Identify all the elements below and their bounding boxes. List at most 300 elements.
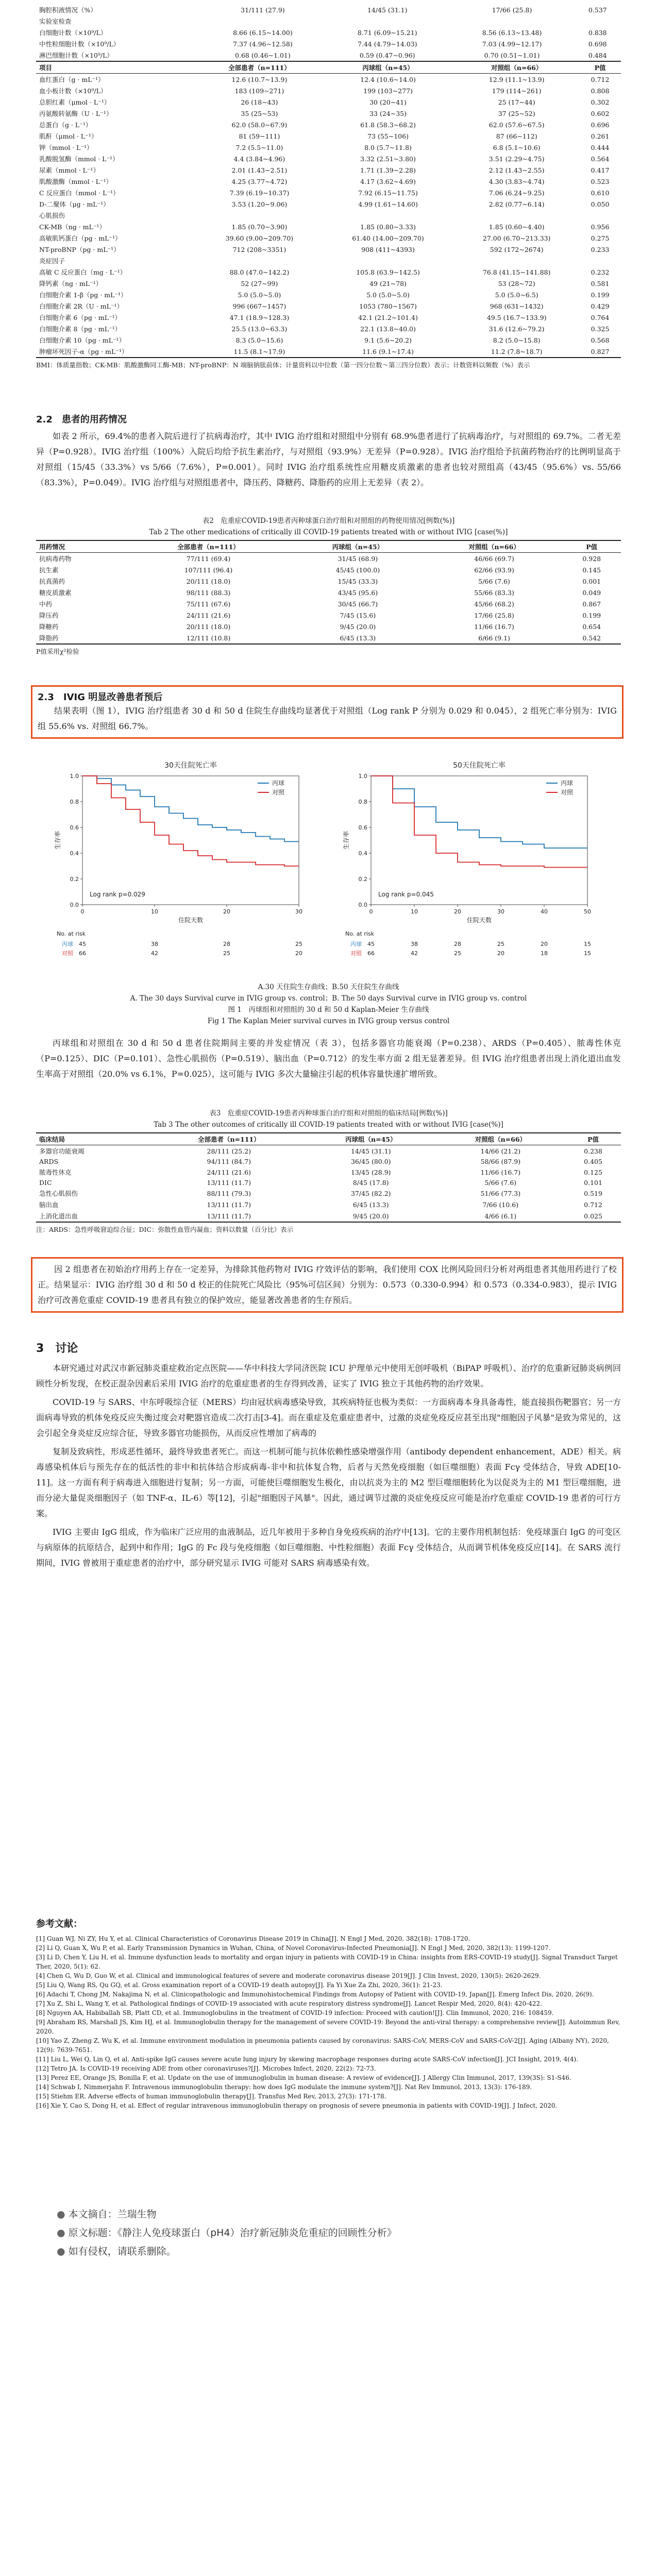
table-cell: 0.808 <box>591 87 610 95</box>
table-cell: 白细胞介素 6（pg · mL⁻¹） <box>39 314 122 321</box>
risk-count: 20 <box>295 950 302 957</box>
table-header-cell: 用药情况 <box>39 543 65 551</box>
table-cell: 0.564 <box>591 155 610 163</box>
table-cell: 7.37 (4.96~12.58) <box>233 40 293 48</box>
table-cell: 1.85 (0.70~3.90) <box>231 223 288 231</box>
table-cell: 73 (55~106) <box>367 132 409 140</box>
table-cell: 7/66 (10.6) <box>482 1200 519 1209</box>
risk-count: 45 <box>367 941 375 947</box>
table-cell: 94/111 (84.7) <box>207 1158 251 1165</box>
legend-label: 对照 <box>272 789 285 796</box>
table-cell: 8.66 (6.15~14.00) <box>233 28 293 37</box>
table-cell: 0.712 <box>591 75 610 83</box>
table-cell: 0.199 <box>591 291 610 299</box>
figure1-caption-en: Fig 1 The Kaplan Meier survival curves in IVIG group versus control <box>207 1017 450 1025</box>
table-cell: 5/66 (7.6) <box>484 1179 517 1187</box>
table-cell: 血红蛋白（g · mL⁻¹） <box>39 76 105 83</box>
reference-item: [3] Li D, Chen Y, Liu H, et al. Immune dysfunction leads to mortality and organ injury in patients with COVID-19 in China: insights from ERS-COVID-19 study[J]. Signal Transduct Target Ther, 2020, 5(1): 62. <box>36 1954 618 1970</box>
risk-count: 28 <box>223 941 230 947</box>
risk-count: 45 <box>79 941 86 947</box>
table-cell: 2.82 (0.77~6.14) <box>488 200 545 208</box>
table-cell: 0.125 <box>584 1168 602 1176</box>
table-cell: NT-proBNP（pg · mL⁻¹） <box>39 246 120 253</box>
section-3-paragraph: IVIG 主要由 IgG 组成，作为临床广泛应用的血液制品，近几年被用于多种自身免疫疾病的治疗中[13]。它的主要作用机制包括：免疫球蛋白 IgG 的可变区与病原体的抗原结合，起到中和作用；IgG 的 Fc 段与免疫细胞（如巨噬细胞、中性粒细胞）表面 Fcγ 受体结合，从而调节机体免疫反应[14]。在 SARS 流行期间，IVIG 曾被用于重症患者的治疗中，部分研究显示 IVIG 可能对 SARS 病毒感染有效。 <box>36 1527 621 1568</box>
section-2-3-highlight <box>31 685 624 739</box>
section-3-body <box>36 1361 621 1571</box>
reference-item: [12] Tetro JA. Is COVID-19 receiving ADE from other coronaviruses?[J]. Microbes Infect, 2020, 22(2): 72-73. <box>36 2065 376 2072</box>
table-cell: 0.001 <box>582 577 601 585</box>
table2 <box>36 540 621 645</box>
table-cell: 47.1 (18.9~128.3) <box>229 313 290 321</box>
y-tick-label: 0.2 <box>70 876 79 883</box>
table-row <box>36 587 621 598</box>
plot-frame <box>82 776 299 905</box>
table-cell: 0.050 <box>591 200 610 208</box>
x-tick-label: 20 <box>454 908 461 915</box>
table-cell: 0.928 <box>582 554 601 563</box>
table-row <box>36 85 621 96</box>
table-cell: 4.25 (3.77~4.72) <box>231 177 288 185</box>
table-cell: 105.8 (63.9~142.5) <box>356 268 420 276</box>
table-cell: 35 (25~53) <box>241 109 278 117</box>
table-cell: 0.696 <box>591 121 610 129</box>
table-cell: 43/45 (95.6) <box>338 588 378 597</box>
table-row <box>36 15 621 27</box>
table-cell: 多器官功能衰竭 <box>39 1147 85 1155</box>
table2-caption-cn: 表2 危重症COVID-19患者丙种球蛋白治疗组和对照组的药物使用情况[例数(%)] <box>202 517 455 525</box>
table-cell: 4.99 (1.61~14.60) <box>358 200 418 208</box>
reference-item: [6] Adachi T, Chong JM, Nakajima N, et al. Clinicopathologic and Immunohistochemical Findings from Autopsy of Patient with COVID-19, Japan[J]. Emerg Infect Dis, 2020, 26(9). <box>36 1991 594 1998</box>
table-cell <box>322 255 454 266</box>
table-cell: 9.1 (5.6~20.2) <box>364 336 412 344</box>
table-cell: 0.764 <box>591 313 610 321</box>
table3-caption-en: Tab 3 The other outcomes of critically ill COVID-19 patients treated with or without IVIG [case(%)] <box>154 1121 503 1129</box>
table-cell: 183 (109~271) <box>234 87 284 95</box>
table-row <box>36 232 621 244</box>
table-cell: 0.233 <box>591 245 610 253</box>
table-cell: 白细胞介素 1-β（pg · mL⁻¹） <box>39 291 127 299</box>
reference-item: [5] Liu Q, Wang RS, Qu GQ, et al. Gross examination report of a COVID-19 death autopsy[J]. Fa Yi Xue Za Zhi, 2020, 36(1): 21-23. <box>36 1981 443 1989</box>
table-cell: 14/66 (21.2) <box>480 1147 521 1155</box>
table-cell: 17/66 (25.8) <box>474 611 514 619</box>
table-cell: 淋巴细胞计数（×10⁹/L） <box>39 52 113 59</box>
x-tick-label: 0 <box>80 908 85 915</box>
risk-count: 25 <box>223 950 230 957</box>
table-cell: 0.417 <box>591 166 610 174</box>
table-row <box>36 266 621 278</box>
section-2-3-para2: 丙球组和对照组在 30 d 和 50 d 患者住院期间主要的并发症情况（表 3），包括多器官功能衰竭（P=0.238）、ARDS（P=0.405）、脓毒性休克（P=0.125）、DIC（P=0.101）、急性心肌损伤（P=0.519）、脑出血（P=0.712）的发生率方面 2 组无显著差异。但 IVIG 治疗组患者出现上消化道出血发生率高于对照组（20.0% vs 6.1%，P=0.025），这可能与 IVIG 多次大量输注引起的机体容量快速扩增所致。 <box>36 1038 621 1079</box>
table-row <box>36 210 621 221</box>
risk-count: 20 <box>541 941 548 947</box>
table-cell: 13/111 (11.7) <box>207 1179 251 1187</box>
x-axis-label: 住院天数 <box>178 917 204 924</box>
footer-text: 如有侵权，请联系删除。 <box>68 2246 176 2257</box>
table-cell: 0.025 <box>584 1212 602 1220</box>
table-cell: 13/111 (11.7) <box>207 1212 251 1220</box>
reference-item: [11] Liu L, Wei Q, Lin Q, et al. Anti-spike IgG causes severe acute lung injury by skewing macrophage responses during acute SARS-CoV infection[J]. JCI Insight, 2019, 4(4). <box>36 2056 579 2063</box>
table-row <box>36 1157 621 1166</box>
table-cell: 7.39 (6.19~10.37) <box>229 189 290 197</box>
table-cell: 高敏 C 反应蛋白（mg · L⁻¹） <box>39 268 127 276</box>
table-row <box>36 1188 621 1199</box>
table-cell: 0.602 <box>591 109 610 117</box>
table-header-cell: P值 <box>586 543 598 551</box>
table-cell: 31/45 (68.9) <box>338 554 378 563</box>
risk-row-label: 丙球 <box>350 941 362 947</box>
table-cell: 0.302 <box>591 98 610 106</box>
km-chart-50d-svg <box>340 757 608 974</box>
y-tick-label: 0.8 <box>358 799 367 805</box>
table-cell <box>454 255 579 266</box>
table-cell: 肿瘤坏死因子-α（pg · mL⁻¹） <box>39 348 128 355</box>
table-cell: 4/66 (6.1) <box>484 1212 517 1220</box>
y-tick-label: 0.0 <box>358 902 367 908</box>
risk-row-label: 丙球 <box>62 941 73 947</box>
table-cell: 0.568 <box>591 336 610 344</box>
table-cell: 13/111 (11.7) <box>207 1200 251 1209</box>
table-cell: 炎症因子 <box>39 257 65 265</box>
y-tick-label: 1.0 <box>70 773 79 779</box>
table-row <box>36 346 621 358</box>
table-cell: 0.238 <box>584 1147 602 1155</box>
table-cell: 45/66 (68.2) <box>474 600 514 608</box>
risk-count: 38 <box>411 941 418 947</box>
section-2-2 <box>36 412 621 490</box>
table-cell: 0.698 <box>588 40 607 48</box>
table-cell: 33 (24~35) <box>369 109 407 117</box>
table-row <box>36 255 621 266</box>
section-2-3-para: 结果表明（图 1），IVIG 治疗组患者 30 d 和 50 d 住院生存曲线均显著优于对照组（Log rank P 分别为 0.029 和 0.045），2 组死亡率分别为：IVIG 组 55.6% vs. 对照组 66.7%。 <box>38 706 617 731</box>
table-cell <box>450 15 575 27</box>
table-row <box>36 564 621 575</box>
table-cell: 31/111 (27.9) <box>241 6 285 14</box>
table-cell <box>322 210 454 221</box>
x-tick-label: 40 <box>541 908 548 915</box>
table-cell: 7.03 (4.99~12.17) <box>482 40 542 48</box>
table-cell: 28/111 (25.2) <box>207 1147 251 1155</box>
table-header-cell: 项目 <box>39 64 53 72</box>
x-tick-label: 50 <box>584 908 591 915</box>
table-cell: 尿素（mmol · L⁻¹） <box>39 166 100 174</box>
risk-count: 42 <box>411 950 418 957</box>
reference-item: [15] Stiehm ER. Adverse effects of human immunoglobulin therapy[J]. Transfus Med Rev, 2013, 27(3): 171-178. <box>36 2093 386 2100</box>
table-cell: 62.0 (57.6~67.5) <box>488 121 545 129</box>
table-cell: 49 (21~78) <box>369 279 407 287</box>
table-cell: 0.68 (0.46~1.01) <box>235 51 291 59</box>
table-cell: 25 (17~44) <box>498 98 535 106</box>
table2-caption-en: Tab 2 The other medications of critically ill COVID-19 patients treated with or without IVIG [case(%)] <box>149 528 508 536</box>
table-cell: 3.51 (2.29~4.75) <box>488 155 545 163</box>
table-cell: 3.53 (1.20~9.06) <box>231 200 288 208</box>
footer-item <box>57 2224 613 2242</box>
table-row <box>36 108 621 119</box>
table-cell: 11/66 (16.7) <box>480 1168 521 1176</box>
table-cell: 81 (59~111) <box>239 132 280 140</box>
table-cell: 8.0 (5.7~11.8) <box>364 143 412 151</box>
table-cell: 0.827 <box>591 347 610 355</box>
legend-label: 对照 <box>561 789 574 796</box>
table-cell: 45/45 (100.0) <box>335 566 380 574</box>
table-row <box>36 598 621 609</box>
y-tick-label: 0.0 <box>70 902 79 908</box>
x-tick-label: 10 <box>411 908 418 915</box>
figure1-caption-cn: 图 1 丙球组和对照组的 30 d 和 50 d Kaplan-Meier 生存曲线 <box>228 1006 429 1014</box>
risk-count: 20 <box>497 950 504 957</box>
table-cell: 62.0 (58.0~67.9) <box>231 121 288 129</box>
risk-count: 25 <box>295 941 302 947</box>
table-header-cell: 对照组（n=66） <box>491 64 543 72</box>
table-cell: 抗病毒药物 <box>39 555 72 563</box>
table-cell: 62/66 (93.9) <box>474 566 514 574</box>
table-cell: 0.232 <box>591 268 610 276</box>
reference-item: [1] Guan WJ, Ni ZY, Hu Y, et al. Clinical Characteristics of Coronavirus Disease 2019 in China[J]. N Engl J Med, 2020, 382(18): 1708-1720. <box>36 1935 470 1942</box>
legend-label: 丙球 <box>561 779 574 787</box>
table-row <box>36 142 621 153</box>
table-cell: 712 (208~3351) <box>232 245 287 253</box>
table-cell: 8.71 (6.09~15.21) <box>357 28 417 37</box>
table3-block <box>36 1108 621 1235</box>
table-cell: 14/45 (31.1) <box>350 1147 391 1155</box>
table-cell: 27.00 (6.70~213.33) <box>482 234 551 242</box>
chart-title: 30天住院死亡率 <box>164 761 217 770</box>
risk-count: 18 <box>541 950 548 957</box>
table-cell: 血小板计数（×10⁹/L） <box>39 87 107 95</box>
km-chart-30d-svg <box>52 757 319 974</box>
table-cell: 1.85 (0.60~4.40) <box>488 223 545 231</box>
source-footer <box>57 2205 613 2261</box>
table-row <box>36 621 621 632</box>
bullet-icon: ● <box>57 2227 69 2239</box>
table-cell: 5.0 (5.0~6.5) <box>495 291 538 299</box>
table-row <box>36 176 621 187</box>
table-cell: 中药 <box>39 600 53 608</box>
bullet-icon: ● <box>57 2209 69 2220</box>
table-cell: 总蛋白（g · L⁻¹） <box>39 121 92 129</box>
footer-list <box>57 2205 613 2261</box>
table-header-cell: P值 <box>587 1136 599 1143</box>
table-cell: 0.956 <box>591 223 610 231</box>
risk-table-title: No. at risk <box>57 930 86 937</box>
table-cell <box>454 210 579 221</box>
reference-item: [8] Nguyen AA, Habiballah SB, Platt CD, et al. Immunoglobulins in the treatment of COVID-19 infection: Proceed with caution![J]. Clin Immunol, 2020, 216: 108459. <box>36 2009 554 2016</box>
table1-note: BMI：体质量指数；CK-MB：肌酸激酶同工酶-MB；NT-proBNP：N 端脑钠肽前体；计量资料以中位数（第一四分位数～第三四分位数）表示；计数资料以频数（%）表示 <box>36 361 530 369</box>
table-cell: 88.0 (47.0~142.2) <box>229 268 290 276</box>
cox-para: 因 2 组患者在初始治疗用药上存在一定差异，为排除其他药物对 IVIG 疗效评估的影响，我们使用 COX 比例风险回归分析对两组患者其他用药进行了校正。结果显示：IVIG 治疗组 30 d 和 50 d 校正的住院死亡风险比（95%可信区间）分别为：0.573（0.330-0.994）和 0.573（0.334-0.983），提示 IVIG 治疗可改善危重症 COVID-19 患者具有独立的保护效应，能显著改善患者的生存预后。 <box>38 1264 617 1305</box>
table-cell: 58/66 (87.9) <box>480 1158 521 1165</box>
reference-item: [9] Abraham RS, Marshall JS, Kim HJ, et al. Immunoglobulin therapy for the management of severe COVID-19: Beyond the anti-viral therapy: a comprehensive review[J]. Autoimmun Rev, 2020. <box>36 2019 620 2035</box>
figure1-captions <box>36 981 621 1027</box>
footer-item <box>57 2205 613 2224</box>
references-heading: 参考文献： <box>36 1919 82 1929</box>
table-cell: 8.56 (6.13~13.48) <box>482 28 542 37</box>
table-row <box>36 1166 621 1178</box>
table-cell: 13/45 (28.9) <box>350 1168 391 1176</box>
table-cell: 糖皮质激素 <box>39 589 72 597</box>
survival-curve-ivig <box>82 776 299 842</box>
table2-note: P值采用χ²检验 <box>36 648 79 655</box>
table-row <box>36 96 621 108</box>
table-cell: 8.3 (5.0~15.6) <box>235 336 283 344</box>
table-cell: 中性粒细胞计数（×10⁹/L） <box>39 40 120 48</box>
table-row <box>36 300 621 312</box>
bullet-icon: ● <box>57 2246 69 2257</box>
risk-row-label: 对照 <box>62 950 73 957</box>
figure1-caption-a: A.30 天住院生存曲线；B.50 天住院生存曲线 <box>258 983 399 991</box>
risk-count: 66 <box>79 950 86 957</box>
table-cell: 肌酐（μmol · L⁻¹） <box>39 132 98 140</box>
km-chart-30d <box>52 757 319 974</box>
table-header-cell: 对照组（n=66） <box>475 1136 527 1143</box>
y-tick-label: 0.6 <box>70 824 79 831</box>
survival-curve-control <box>371 776 587 868</box>
table-cell: 9/45 (20.0) <box>352 1212 389 1220</box>
table-cell: 12/111 (10.8) <box>186 634 231 642</box>
table-cell: 0.261 <box>591 132 610 140</box>
risk-count: 28 <box>454 941 461 947</box>
y-axis-label: 生存率 <box>343 831 350 850</box>
table-row <box>36 575 621 587</box>
table-cell: 11.5 (8.1~17.9) <box>233 347 285 355</box>
legend-label: 丙球 <box>272 779 285 787</box>
table-cell: 12.4 (10.6~14.0) <box>360 75 416 83</box>
table-header-cell: 对照组（n=66） <box>468 543 520 551</box>
reference-item: [2] Li Q, Guan X, Wu P, et al. Early Transmission Dynamics in Wuhan, China, of Novel Coronavirus-Infected Pneumonia[J]. N Engl J Med, 2020, 382(13): 1199-1207. <box>36 1944 551 1952</box>
table-cell: CK-MB（ng · mL⁻¹） <box>39 223 106 231</box>
table-cell: 996 (667~1457) <box>232 302 287 310</box>
table-cell: 0.867 <box>582 600 601 608</box>
table-cell: 脑出血 <box>39 1201 59 1209</box>
table3 <box>36 1132 621 1223</box>
table-cell: 77/111 (69.4) <box>186 554 231 563</box>
table-cell: 24/111 (21.6) <box>207 1168 251 1176</box>
table-cell: 0.101 <box>584 1179 602 1187</box>
table-continuation <box>36 4 621 62</box>
table-cell: 179 (114~261) <box>492 87 542 95</box>
table-cell: 6/45 (13.3) <box>340 634 376 642</box>
table-cell: 107/111 (96.4) <box>184 566 233 574</box>
plot-frame <box>371 776 587 905</box>
table-cell: 高敏肌钙蛋白（pg · mL⁻¹） <box>39 234 122 242</box>
table-cell: 肌酸激酶（mmol · L⁻¹） <box>39 178 113 185</box>
table1-block <box>36 61 621 370</box>
table-header-cell: 全部患者（n=111） <box>228 64 291 72</box>
table-cell: 降压药 <box>39 612 59 619</box>
table-cell: 胸腔积液情况（%） <box>39 6 97 14</box>
table-cell: 24/111 (21.6) <box>186 611 231 619</box>
table-cell: 1.85 (0.80~3.33) <box>360 223 416 231</box>
table-cell: 6.8 (5.1~10.6) <box>493 143 541 151</box>
table-cell: 592 (172~2674) <box>490 245 544 253</box>
footer-text: 原文标题：《静注人免疫球蛋白（pH4）治疗新冠肺炎危重症的回顾性分析》 <box>68 2227 397 2239</box>
x-axis-label: 住院天数 <box>466 917 492 924</box>
table-row <box>36 74 621 86</box>
table-cell: 908 (411~4393) <box>361 245 415 253</box>
risk-table-title: No. at risk <box>345 930 374 937</box>
table-cell: 0.523 <box>591 177 610 185</box>
table-row <box>36 1145 621 1157</box>
table3-note: 注：ARDS：急性呼吸窘迫综合征；DIC：弥散性血管内凝血；资料以数量（百分比）表示 <box>36 1226 294 1233</box>
table-cell: 上消化道出血 <box>39 1212 78 1220</box>
table-row <box>36 244 621 255</box>
table-cell <box>574 15 621 27</box>
table-row <box>36 323 621 334</box>
table-cell: 钾（mmol · L⁻¹） <box>39 144 93 151</box>
section-3 <box>36 1340 621 1574</box>
table-cell: 0.59 (0.47~0.96) <box>359 51 415 59</box>
table-cell: 9/45 (20.0) <box>340 622 376 631</box>
table-row <box>36 187 621 198</box>
table-cell: 51/66 (77.3) <box>480 1189 521 1197</box>
y-tick-label: 0.4 <box>70 850 79 857</box>
references <box>36 1917 621 2110</box>
table-row <box>36 49 621 61</box>
table-cell: 0.537 <box>588 6 607 14</box>
table-cell: 8/45 (17.8) <box>352 1179 389 1187</box>
table-cell: 52 (27~99) <box>241 279 278 287</box>
table-cell: 87 (66~112) <box>496 132 537 140</box>
risk-count: 66 <box>367 950 375 957</box>
reference-item: [14] Schwab I, Nimmerjahn F. Intravenous immunoglobulin therapy: how does IgG modulate the immune system?[J]. Nat Rev Immunol, 2013, 13(3): 176-189. <box>36 2083 532 2091</box>
table-cell: 白细胞介素 2R（U · mL⁻¹） <box>39 302 124 310</box>
table-cell: 8.2 (5.0~15.8) <box>493 336 541 344</box>
table-top <box>36 4 621 62</box>
section-2-2-heading: 2.2 患者的用药情况 <box>36 414 127 425</box>
x-tick-label: 10 <box>151 908 158 915</box>
table-cell: 0.429 <box>591 302 610 310</box>
table-cell: 98/111 (88.3) <box>186 588 231 597</box>
table-row <box>36 312 621 323</box>
table-cell: 22.1 (13.8~40.0) <box>360 325 416 333</box>
table-cell: 0.610 <box>591 189 610 197</box>
table-cell <box>579 255 621 266</box>
table-cell: 7.92 (6.15~11.75) <box>358 189 418 197</box>
survival-curve-ivig <box>371 776 587 848</box>
table-cell: 17/66 (25.8) <box>492 6 532 14</box>
table-cell: 49.5 (16.7~133.9) <box>486 313 547 321</box>
table-cell: 5.0 (5.0~5.0) <box>238 291 281 299</box>
table-cell: 14/45 (31.1) <box>367 6 408 14</box>
table-cell: 0.444 <box>591 143 610 151</box>
section-3-paragraph: COVID-19 与 SARS、中东呼吸综合征（MERS）均由冠状病毒感染导致，其疾病特征也极为类似：一方面病毒本身具备毒性，能直接损伤靶器官；另一方面病毒导致的机体免疫反应失衡过度会对靶器官造成二次打击[3-4]。而在重症及危重症患者中，过激的炎症免疫反应甚至出现"细胞因子风暴"是致为常见的，这会引起全身炎症反应综合征，导致多器官功能损伤，从而反应性增加了病毒的 <box>36 1397 621 1438</box>
table-cell: 1.71 (1.39~2.28) <box>360 166 416 174</box>
table-cell: 实验室检查 <box>39 18 72 25</box>
table-row <box>36 289 621 300</box>
table-row <box>36 553 621 565</box>
table-cell: 4.30 (3.83~4.74) <box>488 177 545 185</box>
table-row <box>36 1178 621 1188</box>
table-row <box>36 221 621 232</box>
table-cell: 25.5 (13.0~63.3) <box>231 325 288 333</box>
table-cell: 抗生素 <box>39 566 59 574</box>
table-cell: 0.712 <box>584 1200 602 1209</box>
figure1-caption-a-en: A. The 30 days Survival curve in IVIG group vs. control；B. The 50 days Survival curve in IVIG group vs. control <box>130 994 527 1003</box>
reference-item: [7] Xu Z, Shi L, Wang Y, et al. Pathological findings of COVID-19 associated with acute respiratory distress syndrome[J]. Lancet Respir Med, 2020, 8(4): 420-422. <box>36 2000 542 2007</box>
table-cell: 2.01 (1.43~2.51) <box>231 166 288 174</box>
table-row <box>36 334 621 346</box>
table-cell: 3.32 (2.51~3.80) <box>360 155 416 163</box>
reference-item: [16] Xie Y, Cao S, Dong H, et al. Effect of regular intravenous immunoglobulin therapy on prognosis of severe pneumonia in patients with COVID-19[J]. J Infect, 2020. <box>36 2102 558 2109</box>
table-cell: 0.199 <box>582 611 601 619</box>
chart-title: 50天住院死亡率 <box>453 761 506 770</box>
table-cell: 7/45 (15.6) <box>340 611 376 619</box>
table-cell: 1053 (780~1567) <box>359 302 417 310</box>
table-cell: 11.2 (7.8~18.7) <box>491 347 543 355</box>
table-cell: 降钙素（ng · mL⁻¹） <box>39 280 103 287</box>
table-cell: 0.542 <box>582 634 601 642</box>
table2-block <box>36 515 621 657</box>
footer-item <box>57 2242 613 2261</box>
table-row <box>36 38 621 49</box>
